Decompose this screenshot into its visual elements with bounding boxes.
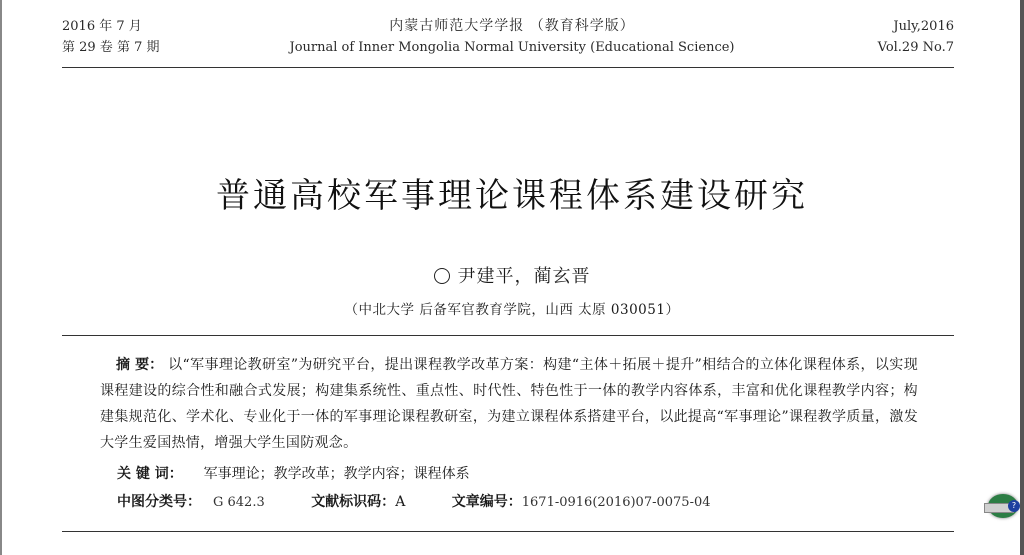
affiliation: （中北大学 后备军官教育学院，山西 太原 030051） (344, 302, 680, 318)
keywords (117, 462, 470, 486)
article-number (452, 490, 711, 515)
clc-value: G 642.3 (213, 495, 265, 510)
viewer-widget-button[interactable] (984, 494, 1022, 520)
clc-number (117, 490, 265, 515)
journal-name-cn: 内蒙古师范大学学报 （教育科学版） (389, 18, 635, 34)
help-badge-icon[interactable]: ? (1008, 500, 1020, 512)
abstract-top-rule (62, 335, 954, 336)
article-title: 普通高校军事理论课程体系建设研究 (216, 176, 808, 216)
abstract-text: 以“军事理论教研室”为研究平台，提出课程教学改革方案：构建“主体＋拓展＋提升”相结合的立体化课程体系，以实现课程建设的综合性和融合式发展；构建集系统性、重点性、时代性、特色性于一体的教学内容体系，丰富和优化课程教学内容；构建集规范化、学术化、专业化于一体的军事理论课程教研室，为建立课程体系搭建平台，以此提高“军事理论”课程教学质量，激发大学生爱国热情，增强大学生国防观念。 (100, 357, 919, 451)
keywords-label: 关 键 词： (117, 466, 183, 482)
circle-mark-icon (434, 268, 450, 284)
issue-date: 2016 年 7 月 (62, 19, 142, 34)
issue-en-block (878, 16, 954, 58)
document-code (311, 490, 405, 514)
author-line (0, 262, 1024, 288)
abstract-bottom-rule (62, 531, 954, 532)
header-rule (62, 67, 954, 68)
issue-volume: 第 29 卷 第 7 期 (62, 40, 160, 55)
issue-date-en: July,2016 (893, 19, 954, 34)
keywords-text: 军事理论；教学改革；教学内容；课程体系 (203, 466, 470, 482)
journal-name-block (0, 16, 1024, 58)
classification-line (117, 490, 711, 515)
journal-name-en: Journal of Inner Mongolia Normal University (Educational Science) (289, 40, 735, 55)
abstract-label: 摘 要： (116, 357, 164, 373)
article-number-value: 1671-0916(2016)07-0075-04 (521, 495, 711, 510)
document-code-label: 文献标识码： (311, 494, 396, 510)
issue-volume-en: Vol.29 No.7 (877, 40, 954, 55)
article-number-label: 文章编号： (451, 494, 522, 510)
document-code-value: A (395, 494, 406, 510)
author-names: 尹建平，蔺玄晋 (457, 266, 591, 287)
abstract (100, 352, 918, 456)
clc-label: 中图分类号： (117, 494, 201, 510)
